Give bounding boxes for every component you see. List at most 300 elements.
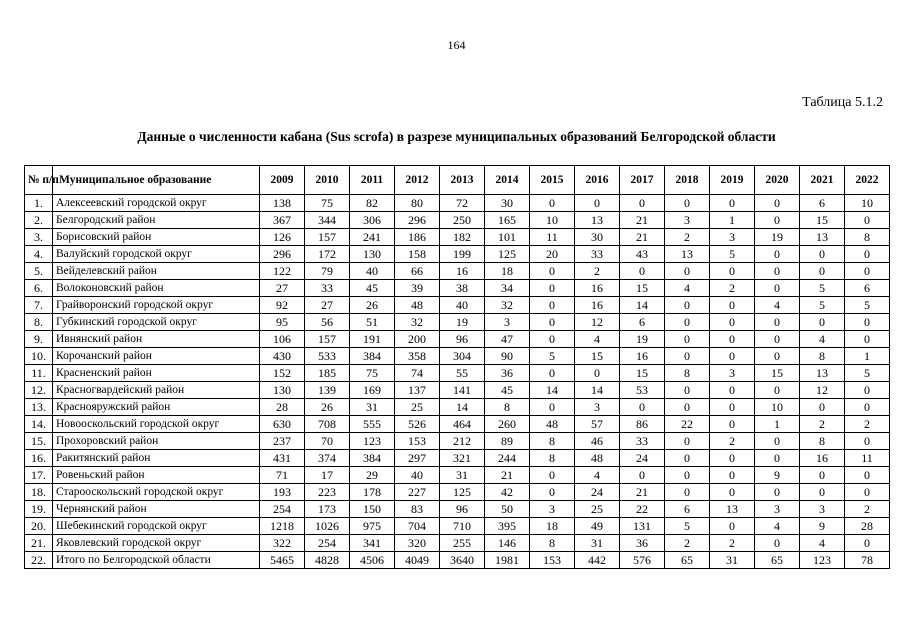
row-number: 20.	[25, 518, 53, 535]
count-cell: 8	[800, 433, 845, 450]
row-number: 22.	[25, 552, 53, 569]
count-cell: 31	[710, 552, 755, 569]
page-number: 164	[447, 38, 466, 52]
count-cell: 306	[350, 212, 395, 229]
count-cell: 0	[710, 195, 755, 212]
header-year: 2016	[575, 166, 620, 195]
count-cell: 40	[440, 297, 485, 314]
count-cell: 130	[260, 382, 305, 399]
count-cell: 150	[350, 501, 395, 518]
count-cell: 0	[530, 297, 575, 314]
count-cell: 19	[440, 314, 485, 331]
table-row	[25, 229, 890, 246]
count-cell: 15	[755, 365, 800, 382]
count-cell: 1	[710, 212, 755, 229]
count-cell: 75	[305, 195, 350, 212]
count-cell: 199	[440, 246, 485, 263]
count-cell: 32	[485, 297, 530, 314]
municipality-name: Шебекинский городской округ	[53, 518, 260, 535]
count-cell: 18	[530, 518, 575, 535]
count-cell: 5465	[260, 552, 305, 569]
count-cell: 2	[845, 416, 890, 433]
count-cell: 304	[440, 348, 485, 365]
count-cell: 3	[755, 501, 800, 518]
count-cell: 0	[755, 314, 800, 331]
count-cell: 6	[800, 195, 845, 212]
table-row	[25, 195, 890, 212]
count-cell: 48	[395, 297, 440, 314]
count-cell: 0	[755, 535, 800, 552]
count-cell: 0	[800, 399, 845, 416]
count-cell: 5	[845, 297, 890, 314]
count-cell: 125	[485, 246, 530, 263]
count-cell: 3640	[440, 552, 485, 569]
count-cell: 8	[530, 450, 575, 467]
table-header-row	[25, 166, 890, 195]
count-cell: 0	[665, 331, 710, 348]
table-row	[25, 399, 890, 416]
count-cell: 0	[800, 314, 845, 331]
count-cell: 0	[755, 263, 800, 280]
count-cell: 29	[350, 467, 395, 484]
count-cell: 158	[395, 246, 440, 263]
count-cell: 48	[530, 416, 575, 433]
header-year: 2018	[665, 166, 710, 195]
table-row	[25, 416, 890, 433]
count-cell: 28	[260, 399, 305, 416]
header-year: 2011	[350, 166, 395, 195]
count-cell: 0	[620, 399, 665, 416]
count-cell: 0	[665, 484, 710, 501]
count-cell: 0	[665, 399, 710, 416]
header-year: 2020	[755, 166, 800, 195]
row-number: 13.	[25, 399, 53, 416]
count-cell: 2	[845, 501, 890, 518]
count-cell: 321	[440, 450, 485, 467]
count-cell: 4	[800, 331, 845, 348]
count-cell: 3	[575, 399, 620, 416]
count-cell: 4	[575, 467, 620, 484]
count-cell: 83	[395, 501, 440, 518]
count-cell: 710	[440, 518, 485, 535]
count-cell: 65	[755, 552, 800, 569]
count-cell: 384	[350, 450, 395, 467]
count-cell: 137	[395, 382, 440, 399]
count-cell: 24	[575, 484, 620, 501]
count-cell: 11	[845, 450, 890, 467]
count-cell: 39	[395, 280, 440, 297]
count-cell: 223	[305, 484, 350, 501]
count-cell: 95	[260, 314, 305, 331]
count-cell: 36	[485, 365, 530, 382]
count-cell: 40	[395, 467, 440, 484]
count-cell: 157	[305, 331, 350, 348]
count-cell: 4	[665, 280, 710, 297]
count-cell: 43	[620, 246, 665, 263]
count-cell: 260	[485, 416, 530, 433]
count-cell: 0	[530, 314, 575, 331]
count-cell: 36	[620, 535, 665, 552]
count-cell: 80	[395, 195, 440, 212]
count-cell: 2	[710, 280, 755, 297]
row-number: 14.	[25, 416, 53, 433]
count-cell: 3	[665, 212, 710, 229]
count-cell: 8	[485, 399, 530, 416]
count-cell: 57	[575, 416, 620, 433]
row-number: 19.	[25, 501, 53, 518]
count-cell: 341	[350, 535, 395, 552]
count-cell: 0	[665, 263, 710, 280]
count-cell: 1	[845, 348, 890, 365]
count-cell: 3	[710, 229, 755, 246]
count-cell: 55	[440, 365, 485, 382]
count-cell: 8	[530, 433, 575, 450]
count-cell: 630	[260, 416, 305, 433]
count-cell: 0	[845, 467, 890, 484]
count-cell: 2	[665, 535, 710, 552]
table-body	[25, 195, 890, 569]
table-row	[25, 535, 890, 552]
count-cell: 358	[395, 348, 440, 365]
municipality-name: Ракитянский район	[53, 450, 260, 467]
count-cell: 5	[710, 246, 755, 263]
count-cell: 0	[800, 263, 845, 280]
count-cell: 16	[440, 263, 485, 280]
count-cell: 297	[395, 450, 440, 467]
count-cell: 0	[755, 246, 800, 263]
count-cell: 34	[485, 280, 530, 297]
count-cell: 5	[530, 348, 575, 365]
count-cell: 4	[800, 535, 845, 552]
header-year: 2012	[395, 166, 440, 195]
row-number: 11.	[25, 365, 53, 382]
count-cell: 0	[845, 212, 890, 229]
count-cell: 0	[530, 280, 575, 297]
count-cell: 8	[530, 535, 575, 552]
count-cell: 13	[710, 501, 755, 518]
row-number: 8.	[25, 314, 53, 331]
count-cell: 72	[440, 195, 485, 212]
count-cell: 6	[620, 314, 665, 331]
count-cell: 153	[530, 552, 575, 569]
table-row	[25, 365, 890, 382]
count-cell: 71	[260, 467, 305, 484]
municipality-name: Яковлевский городской округ	[53, 535, 260, 552]
count-cell: 2	[710, 433, 755, 450]
count-cell: 0	[845, 246, 890, 263]
count-cell: 430	[260, 348, 305, 365]
count-cell: 22	[665, 416, 710, 433]
count-cell: 193	[260, 484, 305, 501]
header-index: № п/п	[25, 166, 53, 195]
row-number: 6.	[25, 280, 53, 297]
count-cell: 1218	[260, 518, 305, 535]
count-cell: 384	[350, 348, 395, 365]
count-cell: 32	[395, 314, 440, 331]
count-cell: 0	[710, 484, 755, 501]
count-cell: 49	[575, 518, 620, 535]
header-year: 2010	[305, 166, 350, 195]
row-number: 3.	[25, 229, 53, 246]
count-cell: 0	[575, 195, 620, 212]
table-row	[25, 484, 890, 501]
count-cell: 0	[530, 467, 575, 484]
count-cell: 0	[710, 348, 755, 365]
count-cell: 131	[620, 518, 665, 535]
count-cell: 186	[395, 229, 440, 246]
count-cell: 125	[440, 484, 485, 501]
count-cell: 241	[350, 229, 395, 246]
count-cell: 0	[665, 195, 710, 212]
count-cell: 13	[800, 365, 845, 382]
municipality-name: Новооскольский городской округ	[53, 416, 260, 433]
municipality-name: Вейделевский район	[53, 263, 260, 280]
count-cell: 4049	[395, 552, 440, 569]
count-cell: 2	[710, 535, 755, 552]
municipality-name: Валуйский городской округ	[53, 246, 260, 263]
count-cell: 56	[305, 314, 350, 331]
count-cell: 344	[305, 212, 350, 229]
row-number: 4.	[25, 246, 53, 263]
count-cell: 40	[350, 263, 395, 280]
count-cell: 28	[845, 518, 890, 535]
count-cell: 0	[665, 433, 710, 450]
count-cell: 367	[260, 212, 305, 229]
count-cell: 8	[665, 365, 710, 382]
count-cell: 3	[485, 314, 530, 331]
count-cell: 90	[485, 348, 530, 365]
count-cell: 15	[620, 280, 665, 297]
count-cell: 0	[665, 450, 710, 467]
count-cell: 130	[350, 246, 395, 263]
count-cell: 14	[620, 297, 665, 314]
count-cell: 122	[260, 263, 305, 280]
row-number: 10.	[25, 348, 53, 365]
count-cell: 21	[620, 229, 665, 246]
count-cell: 10	[530, 212, 575, 229]
count-cell: 2	[665, 229, 710, 246]
count-cell: 0	[710, 297, 755, 314]
count-cell: 1026	[305, 518, 350, 535]
count-cell: 5	[800, 280, 845, 297]
count-cell: 15	[575, 348, 620, 365]
count-cell: 16	[575, 297, 620, 314]
count-cell: 33	[305, 280, 350, 297]
header-year: 2019	[710, 166, 755, 195]
count-cell: 4506	[350, 552, 395, 569]
count-cell: 42	[485, 484, 530, 501]
row-number: 21.	[25, 535, 53, 552]
municipality-name: Ровеньский район	[53, 467, 260, 484]
header-year: 2014	[485, 166, 530, 195]
count-cell: 200	[395, 331, 440, 348]
count-cell: 15	[620, 365, 665, 382]
count-cell: 24	[620, 450, 665, 467]
count-cell: 320	[395, 535, 440, 552]
count-cell: 0	[800, 484, 845, 501]
count-cell: 185	[305, 365, 350, 382]
table-row	[25, 382, 890, 399]
count-cell: 14	[530, 382, 575, 399]
count-cell: 191	[350, 331, 395, 348]
count-cell: 0	[845, 314, 890, 331]
count-cell: 0	[755, 382, 800, 399]
count-cell: 16	[620, 348, 665, 365]
count-cell: 0	[845, 382, 890, 399]
count-cell: 0	[665, 297, 710, 314]
row-number: 12.	[25, 382, 53, 399]
count-cell: 0	[845, 399, 890, 416]
count-cell: 0	[755, 212, 800, 229]
count-cell: 65	[665, 552, 710, 569]
count-cell: 0	[710, 314, 755, 331]
count-cell: 14	[440, 399, 485, 416]
count-cell: 8	[845, 229, 890, 246]
table-row	[25, 212, 890, 229]
count-cell: 212	[440, 433, 485, 450]
count-cell: 708	[305, 416, 350, 433]
count-cell: 237	[260, 433, 305, 450]
count-cell: 9	[755, 467, 800, 484]
count-cell: 576	[620, 552, 665, 569]
municipality-name: Итого по Белгородской области	[53, 552, 260, 569]
count-cell: 0	[710, 263, 755, 280]
count-cell: 254	[260, 501, 305, 518]
count-cell: 4828	[305, 552, 350, 569]
count-cell: 9	[800, 518, 845, 535]
count-cell: 442	[575, 552, 620, 569]
count-cell: 0	[710, 518, 755, 535]
table-row	[25, 501, 890, 518]
count-cell: 0	[575, 365, 620, 382]
count-cell: 12	[575, 314, 620, 331]
count-cell: 165	[485, 212, 530, 229]
row-number: 15.	[25, 433, 53, 450]
row-number: 9.	[25, 331, 53, 348]
municipality-name: Красненский район	[53, 365, 260, 382]
count-cell: 30	[485, 195, 530, 212]
count-cell: 4	[575, 331, 620, 348]
count-cell: 178	[350, 484, 395, 501]
count-cell: 38	[440, 280, 485, 297]
count-cell: 47	[485, 331, 530, 348]
count-cell: 0	[710, 399, 755, 416]
municipality-name: Чернянский район	[53, 501, 260, 518]
table-row	[25, 348, 890, 365]
header-year: 2017	[620, 166, 665, 195]
municipality-name: Белгородский район	[53, 212, 260, 229]
count-cell: 82	[350, 195, 395, 212]
count-cell: 139	[305, 382, 350, 399]
count-cell: 16	[575, 280, 620, 297]
table-row	[25, 314, 890, 331]
count-cell: 78	[845, 552, 890, 569]
count-cell: 0	[845, 535, 890, 552]
count-cell: 0	[620, 467, 665, 484]
count-cell: 33	[575, 246, 620, 263]
count-cell: 0	[845, 263, 890, 280]
table-total-row	[25, 552, 890, 569]
count-cell: 0	[845, 331, 890, 348]
count-cell: 0	[665, 314, 710, 331]
count-cell: 0	[530, 484, 575, 501]
count-cell: 66	[395, 263, 440, 280]
count-cell: 46	[575, 433, 620, 450]
count-cell: 227	[395, 484, 440, 501]
count-cell: 244	[485, 450, 530, 467]
count-cell: 2	[800, 416, 845, 433]
table-row	[25, 467, 890, 484]
count-cell: 123	[350, 433, 395, 450]
count-cell: 86	[620, 416, 665, 433]
row-number: 1.	[25, 195, 53, 212]
count-cell: 173	[305, 501, 350, 518]
count-cell: 45	[485, 382, 530, 399]
count-cell: 172	[305, 246, 350, 263]
table-row	[25, 518, 890, 535]
count-cell: 1	[755, 416, 800, 433]
count-cell: 0	[755, 280, 800, 297]
population-table	[24, 165, 890, 569]
count-cell: 11	[530, 229, 575, 246]
municipality-name: Краснояружский район	[53, 399, 260, 416]
count-cell: 146	[485, 535, 530, 552]
count-cell: 250	[440, 212, 485, 229]
count-cell: 0	[620, 263, 665, 280]
count-cell: 0	[665, 382, 710, 399]
count-cell: 123	[800, 552, 845, 569]
count-cell: 51	[350, 314, 395, 331]
count-cell: 12	[800, 382, 845, 399]
count-cell: 431	[260, 450, 305, 467]
table-row	[25, 297, 890, 314]
row-number: 5.	[25, 263, 53, 280]
count-cell: 153	[395, 433, 440, 450]
count-cell: 21	[620, 212, 665, 229]
count-cell: 182	[440, 229, 485, 246]
count-cell: 296	[260, 246, 305, 263]
count-cell: 6	[845, 280, 890, 297]
count-cell: 31	[350, 399, 395, 416]
count-cell: 3	[800, 501, 845, 518]
count-cell: 15	[800, 212, 845, 229]
count-cell: 19	[620, 331, 665, 348]
table-row	[25, 331, 890, 348]
count-cell: 8	[800, 348, 845, 365]
count-cell: 704	[395, 518, 440, 535]
row-number: 7.	[25, 297, 53, 314]
municipality-name: Ивнянский район	[53, 331, 260, 348]
count-cell: 0	[710, 382, 755, 399]
count-cell: 101	[485, 229, 530, 246]
count-cell: 0	[530, 195, 575, 212]
count-cell: 53	[620, 382, 665, 399]
municipality-name: Грайворонский городской округ	[53, 297, 260, 314]
count-cell: 0	[800, 246, 845, 263]
count-cell: 975	[350, 518, 395, 535]
count-cell: 0	[665, 348, 710, 365]
count-cell: 25	[575, 501, 620, 518]
row-number: 2.	[25, 212, 53, 229]
municipality-name: Прохоровский район	[53, 433, 260, 450]
count-cell: 0	[710, 416, 755, 433]
municipality-name: Красногвардейский район	[53, 382, 260, 399]
count-cell: 0	[755, 195, 800, 212]
count-cell: 0	[755, 433, 800, 450]
count-cell: 157	[305, 229, 350, 246]
count-cell: 1981	[485, 552, 530, 569]
count-cell: 0	[800, 467, 845, 484]
